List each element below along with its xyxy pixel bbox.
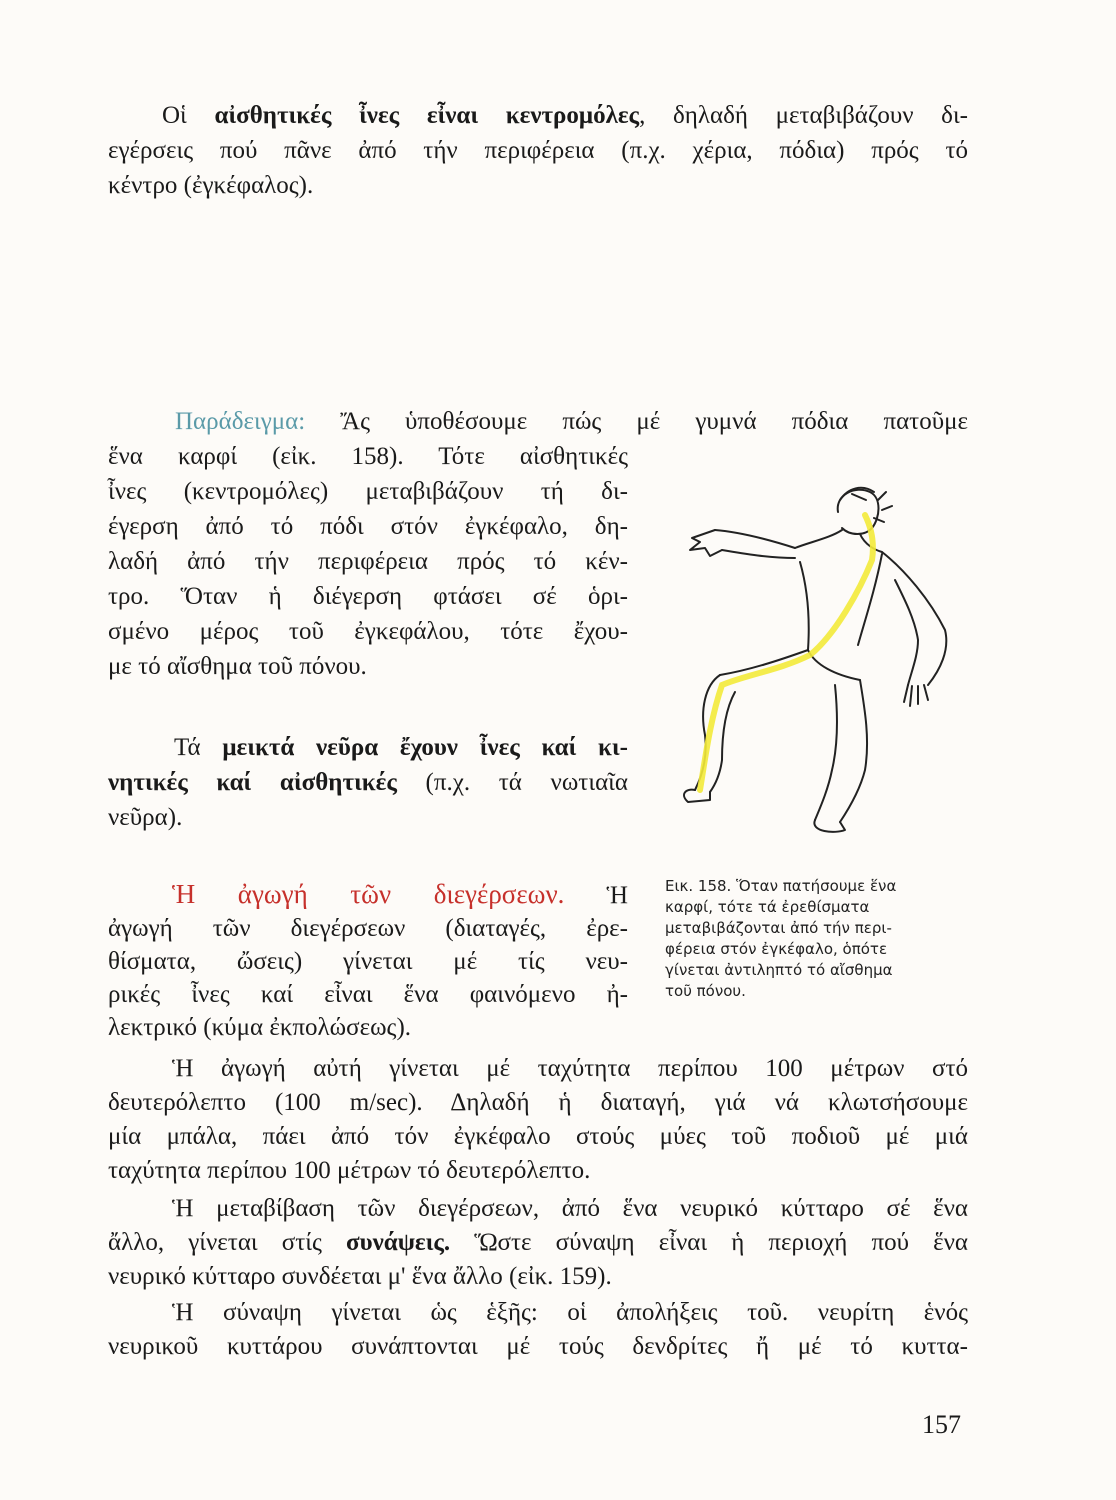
example-label: Παράδειγμα:	[175, 408, 306, 435]
caption-line: Εικ. 158. Ὅταν πατήσουμε ἕνα	[665, 877, 897, 895]
intro-line-2: εγέρσεις πού πᾶνε ἀπό τήν περιφέρεια (π.χ. χέρια, πόδια) πρός τό	[108, 137, 968, 164]
example-line: τρο. Ὅταν ἡ διέγερση φτάσει σέ ὁρι-	[108, 583, 628, 610]
intro-line-3: κέντρο (ἐγκέφαλος).	[108, 172, 314, 199]
caption-line: τοῦ πόνου.	[665, 982, 746, 1000]
synapse-term: συνάψεις.	[346, 1229, 451, 1256]
example-line: ἶνες (κεντρομόλες) μεταβιβάζουν τή δι-	[108, 478, 628, 505]
caption-line: γίνεται ἀντιληπτό τό αἴσθημα	[665, 961, 893, 979]
speed-paragraph: Ἡ ἀγωγή αὐτή γίνεται μέ ταχύτητα περίπου 100 μέτρων στό δευτερόλεπτο (100 m/sec). Δηλαδή ἡ διαταγή, γιά νά κλωτσήσουμε μία μπάλα, πάει ἀπό τόν ἐγκέφαλο στούς μύες τοῦ ποδιοῦ μέ μιά ταχύτητα περίπου 100 μέτρων τό δευτερόλεπτο.	[108, 1055, 968, 1184]
synapse-detail-paragraph: Ἡ σύναψη γίνεται ὡς ἑξῆς: οἱ ἀπολήξεις τοῦ. νευρίτη ἑνός νευρικοῦ κυττάρου συνάπτονται μέ τούς δενδρίτες ἤ μέ τό κυττα-	[108, 1299, 968, 1360]
figure-158-illustration	[660, 470, 960, 840]
caption-line: καρφί, τότε τά ἐρεθίσματα	[665, 898, 870, 916]
caption-line: μεταβιβάζονται ἀπό τήν περι-	[665, 919, 892, 937]
example-line: ἕνα καρφί (εἰκ. 158). Τότε αἰσθητικές	[108, 443, 628, 470]
nerve-path	[700, 515, 873, 790]
afferent-term: αἰσθητικές ἶνες εἶναι κεντρομόλες	[214, 102, 640, 129]
section-heading: Ἡ ἀγωγή τῶν διεγέρσεων.	[172, 879, 565, 909]
example-paragraph	[108, 439, 628, 684]
figure-158-caption	[665, 876, 953, 1002]
synapse-paragraph: Ἡ μεταβίβαση τῶν διεγέρσεων, ἀπό ἕνα νευρικό κύτταρο σέ ἕνα ἄλλο, γίνεται στίς συνάψεις. Ὥστε σύναψη εἶναι ἡ περιοχή πού ἕνα νευρικό κύτταρο συνδέεται μ' ἕνα ἄλλο (εἰκ. 159).	[108, 1195, 968, 1290]
example-line: σμένο μέρος τοῦ ἐγκεφάλου, τότε ἔχου-	[108, 618, 628, 645]
intro-line-1: Οἱ αἰσθητικές ἶνες εἶναι κεντρομόλες, δηλαδή μεταβιβάζουν δι-	[162, 102, 968, 129]
example-first-line: Παράδειγμα: Ἄς ὑποθέσουμε πώς μέ γυμνά πόδια πατοῦμε	[175, 408, 968, 435]
caption-line: φέρεια στόν ἐγκέφαλο, ὁπότε	[665, 940, 888, 958]
example-line: με τό αἴσθημα τοῦ πόνου.	[108, 653, 367, 680]
page-number: 157	[922, 1410, 961, 1439]
intro-paragraph	[108, 98, 968, 203]
example-line: λαδή ἀπό τήν περιφέρεια πρός τό κέν-	[108, 548, 628, 575]
conduction-paragraph: Ἡ ἀγωγή τῶν διεγέρσεων. Ἡ ἀγωγή τῶν διεγέρσεων (διαταγές, ἐρε- θίσματα, ὤσεις) γίνεται μέ τίς νευ- ρικές ἶνες καί εἶναι ἕνα φαινόμενο ἠ- λεκτρικό (κύμα ἐκπολώσεως).	[108, 879, 629, 1041]
example-line: έγερση ἀπό τό πόδι στόν ἐγκέφαλο, δη-	[108, 513, 628, 540]
mixed-nerves-term: μεικτά νεῦρα ἔχουν ἶνες καί κι-	[222, 734, 628, 761]
mixed-nerves-paragraph: Τά μεικτά νεῦρα ἔχουν ἶνες καί κι- νητικές καί αἰσθητικές (π.χ. τά νωτιαῖα νεῦρα).	[108, 734, 628, 831]
